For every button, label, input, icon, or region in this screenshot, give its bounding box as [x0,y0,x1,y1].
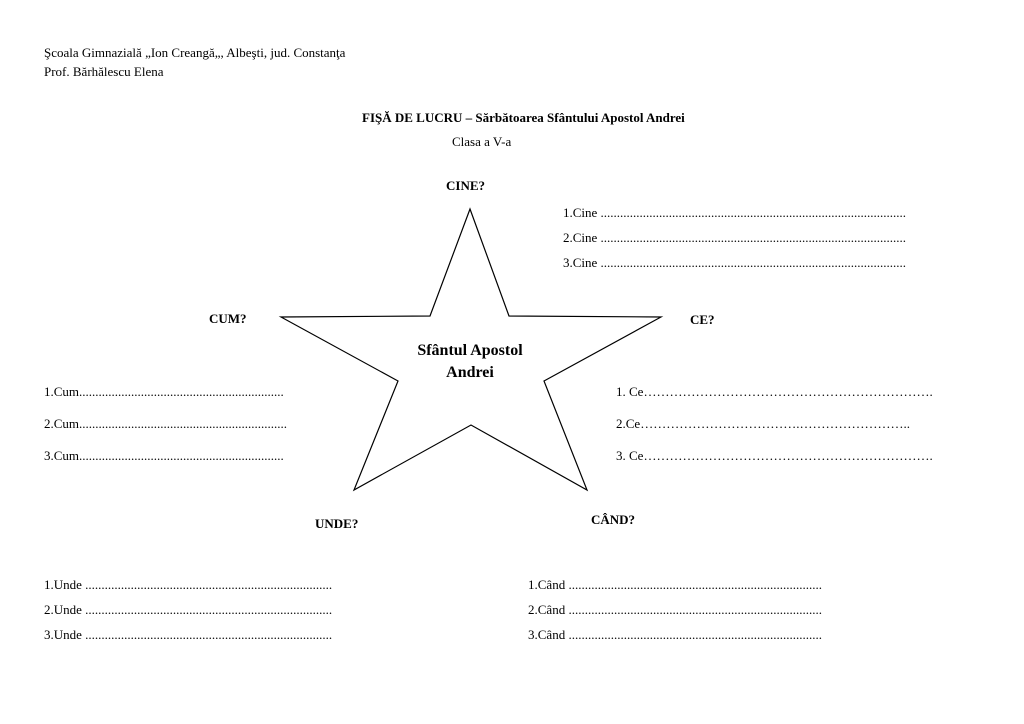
unde-line-3[interactable]: 3.Unde ............................................................................ [44,627,333,642]
label-unde: UNDE? [315,516,359,531]
label-cand: CÂND? [591,512,636,527]
cand-line-1[interactable]: 1.Când .............................................................................. [528,577,822,592]
label-ce: CE? [690,312,715,327]
label-cum: CUM? [209,311,247,326]
cum-line-3[interactable]: 3.Cum............................................................... [44,448,284,463]
cine-line-2[interactable]: 2.Cine .............................................................................................. [563,230,907,245]
teacher-name: Prof. Bărhălescu Elena [44,64,164,79]
star-center-title [370,340,570,384]
label-cine: CINE? [446,178,486,193]
cum-line-1[interactable]: 1.Cum............................................................... [44,384,284,399]
cine-line-1[interactable]: 1.Cine .............................................................................................. [563,205,907,220]
unde-line-2[interactable]: 2.Unde ............................................................................ [44,602,333,617]
cand-line-2[interactable]: 2.Când .............................................................................. [528,602,822,617]
unde-line-1[interactable]: 1.Unde ............................................................................ [44,577,333,592]
star-center-line2: Andrei [446,364,494,381]
star-center-line1: Sfântul Apostol [417,342,523,359]
cand-line-3[interactable]: 3.Când .............................................................................. [528,627,822,642]
school-name: Şcoala Gimnazială „Ion Creangă„, Albeşti, jud. Constanţa [44,45,346,60]
cine-line-3[interactable]: 3.Cine .............................................................................................. [563,255,907,270]
ce-line-1[interactable]: 1. Ce…………………………………………………………. [616,384,933,399]
ce-line-2[interactable]: 2.Ce……………………………….…………………….. [616,416,910,431]
worksheet-title: FIŞĂ DE LUCRU – Sărbătoarea Sfântului Apostol Andrei [362,110,685,125]
cum-line-2[interactable]: 2.Cum................................................................ [44,416,288,431]
ce-line-3[interactable]: 3. Ce…………………………………………………………. [616,448,933,463]
class-label: Clasa a V-a [452,134,512,149]
